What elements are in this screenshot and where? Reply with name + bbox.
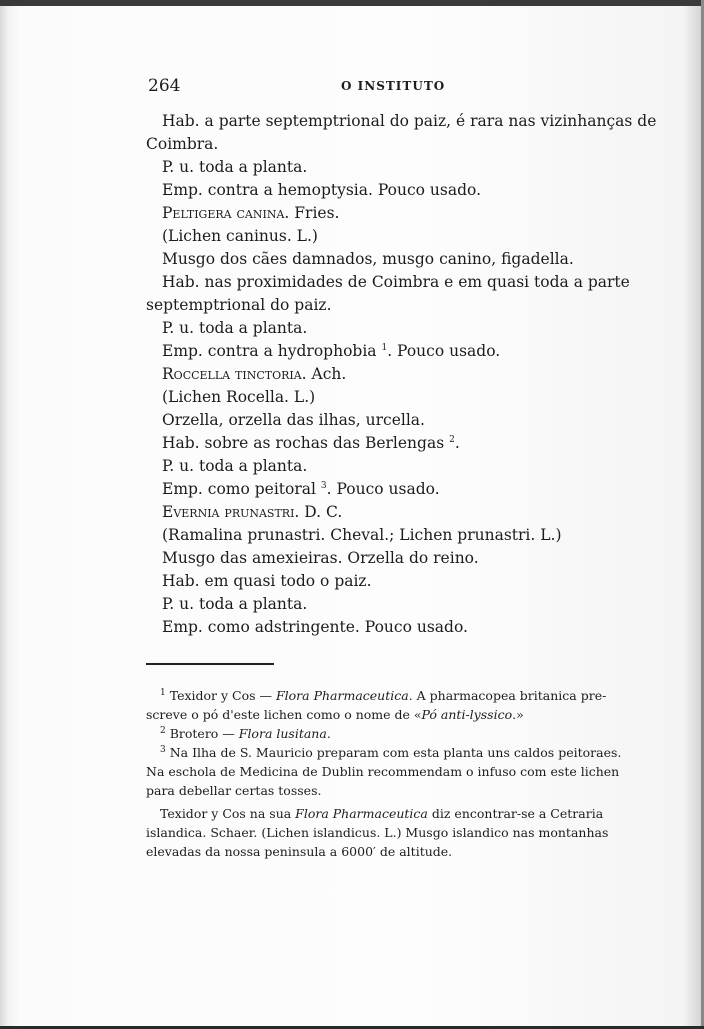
text-line: (Lichen Rocella. L.) (162, 388, 316, 406)
species-name: Evernia prunastri. (162, 503, 300, 521)
species-name: Roccella tinctoria. (162, 365, 307, 383)
text-span: diz encontrar-se a Cetraria (427, 806, 604, 821)
text-span: Brotero — (165, 726, 239, 741)
species-author: Ach. (306, 365, 347, 383)
text-span: .» (512, 707, 524, 722)
text-span: Hab. sobre as rochas das Berlengas (162, 434, 450, 452)
text-span: Emp. como peitoral (162, 480, 321, 498)
footnotes (146, 686, 622, 861)
book-title: Flora Pharmaceutica (295, 806, 428, 821)
text-line: septemptrional do paiz. (146, 296, 332, 314)
book-title: Flora Pharmaceutica (275, 688, 409, 703)
text-line (146, 340, 624, 363)
species-author: Fries. (289, 204, 340, 222)
footnote-3-cont: para debellar certas tosses. (146, 783, 322, 798)
footnote-note-cont: elevadas da nossa peninsula a 6000′ de altitude. (146, 844, 453, 859)
page-header (148, 76, 618, 100)
text-span: . (454, 434, 460, 452)
scan-top-edge (0, 0, 704, 6)
page-number: 264 (148, 76, 181, 96)
footnote-ref: 2 (449, 434, 455, 445)
footnote-3-cont: Na eschola de Medicina de Dublin recommendam o infuso com este lichen (146, 764, 620, 779)
running-title: O INSTITUTO (341, 79, 446, 93)
text-line: Musgo das amexieiras. Orzella do reino. (162, 549, 479, 567)
footnote-number: 3 (160, 744, 166, 755)
footnote-number: 2 (160, 725, 166, 736)
text-line: Hab. a parte septemptrional do paiz, é rara nas vizinhanças de (162, 112, 657, 130)
text-line: Emp. contra a hemoptysia. Pouco usado. (162, 181, 481, 199)
text-span: . (326, 726, 331, 741)
text-span: screve o pó d'este lichen como o nome de « (146, 707, 422, 722)
text-line: Emp. como adstringente. Pouco usado. (162, 618, 468, 636)
footnote-note-cont: islandica. Schaer. (Lichen islandicus. L.) Musgo islandico nas montanhas (146, 825, 609, 840)
text-line: Musgo dos cães damnados, musgo canino, figadella. (162, 250, 574, 268)
text-line: (Lichen caninus. L.) (162, 227, 318, 245)
text-span: Texidor y Cos na sua (160, 806, 296, 821)
text-span: Na Ilha de S. Mauricio preparam com esta planta uns caldos peitoraes. (165, 745, 622, 760)
text-line (146, 478, 624, 501)
text-span: Texidor y Cos — (165, 688, 276, 703)
footnote-number: 1 (160, 687, 166, 698)
text-line: Coimbra. (146, 135, 219, 153)
text-line: Hab. em quasi todo o paiz. (162, 572, 372, 590)
text-span: . Pouco usado. (387, 342, 501, 360)
species-author: D. C. (299, 503, 343, 521)
text-line: P. u. toda a planta. (162, 595, 308, 613)
text-line: P. u. toda a planta. (162, 319, 308, 337)
text-line: Orzella, orzella das ilhas, urcella. (162, 411, 425, 429)
footnote-ref: 3 (320, 480, 327, 491)
book-title: Flora lusitana (238, 726, 327, 741)
text-line: P. u. toda a planta. (162, 457, 308, 475)
text-line (146, 432, 624, 455)
footnote-divider (146, 663, 274, 665)
footnote-note (146, 804, 618, 823)
remedy-name: Pó anti-lyssico (421, 707, 513, 722)
text-line: (Ramalina prunastri. Cheval.; Lichen prunastri. L.) (162, 526, 562, 544)
footnote-ref: 1 (381, 342, 388, 353)
text-span: Emp. contra a hydrophobia (162, 342, 382, 360)
footnote-3 (146, 743, 622, 762)
text-span: . A pharmacopea britanica pre- (408, 688, 607, 703)
species-heading (146, 202, 624, 225)
text-span: . Pouco usado. (326, 480, 440, 498)
species-heading (146, 363, 624, 386)
species-heading (146, 501, 624, 524)
footnote-2 (146, 724, 618, 743)
text-line: Hab. nas proximidades de Coimbra e em quasi toda a parte (162, 273, 630, 291)
species-name: Peltigera canina. (162, 204, 290, 222)
main-text (146, 110, 657, 639)
footnote-1 (146, 686, 618, 705)
text-line: P. u. toda a planta. (162, 158, 308, 176)
footnote-1-cont (146, 705, 618, 724)
